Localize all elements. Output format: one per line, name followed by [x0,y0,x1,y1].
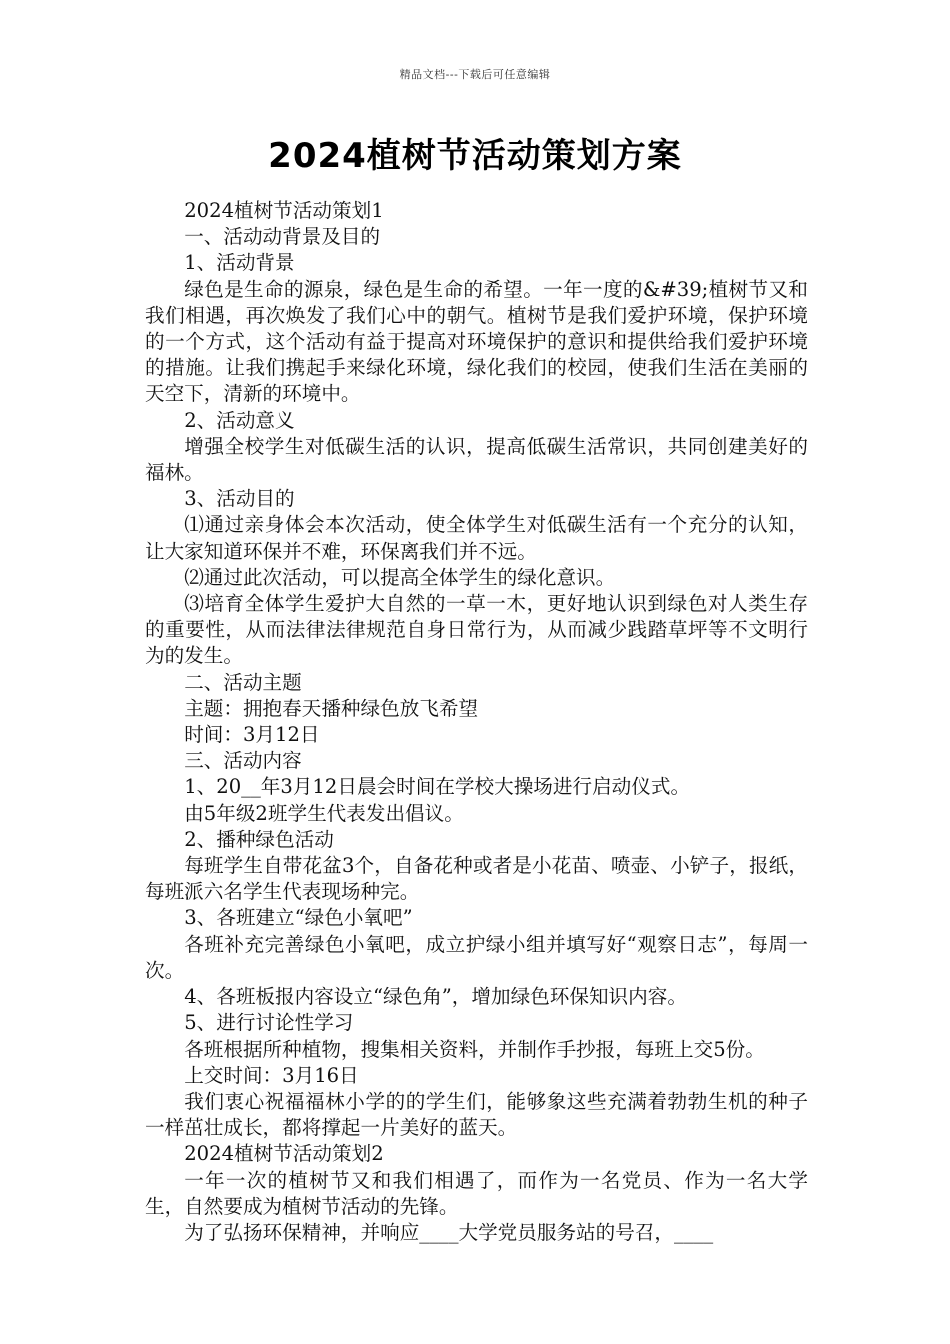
section-heading: 三、活动内容 [184,749,302,773]
subsection-heading: 3、活动目的 [184,487,295,511]
paragraph: 主题：拥抱春天播种绿色放飞希望 [184,696,479,720]
paragraph: 1、20__年3月12日晨会时间在学校大操场进行启动仪式。 [184,775,691,799]
paragraph: 各班根据所种植物，搜集相关资料，并制作手抄报，每班上交5份。 [184,1037,765,1061]
paragraph: 一年一次的植树节又和我们相遇了，而作为一名党员、作为一名大学生，自然要成为植树节活动的先锋。 [145,1168,808,1218]
paragraph: 2024植树节活动策划1 [184,199,384,222]
paragraph: ⑴通过亲身体会本次活动，使全体学生对低碳生活有一个充分的认知，让大家知道环保并不难，环保离我们并不远。 [145,513,808,563]
subsection-heading: 3、各班建立“绿色小氧吧” [184,906,413,930]
paragraph: 由5年级2班学生代表发出倡议。 [184,801,464,825]
subsection-heading: 5、进行讨论性学习 [184,1011,354,1035]
section-heading: 二、活动主题 [184,670,302,694]
section-heading: 一、活动动背景及目的 [184,225,381,249]
paragraph: 绿色是生命的源泉，绿色是生命的希望。一年一度的&#39;植树节又和我们相遇，再次焕发了我们心中的朝气。植树节是我们爱护环境，保护环境的一个方式，这个活动有益于提高对环境保护的意识和提供给我们爱护环境的措施。让我们携起手来绿化环境，绿化我们的校园，使我们生活在美丽的天空下，清新的环境中。 [145,277,808,406]
document-title: 2024植树节活动策划方案 [268,136,682,176]
document-body [145,198,808,1246]
paragraph: 为了弘扬环保精神，并响应____大学党员服务站的号召，____ [184,1220,714,1244]
subsection-heading: 2、播种绿色活动 [184,827,334,851]
subsection-heading: 4、各班板报内容设立“绿色角”，增加绿色环保知识内容。 [184,985,687,1009]
paragraph: 时间：3月12日 [184,723,320,747]
paragraph: ⑵通过此次活动，可以提高全体学生的绿化意识。 [184,565,616,589]
paragraph: ⑶培育全体学生爱护大自然的一草一木，更好地认识到绿色对人类生存的重要性，从而法律法律规范自身日常行为，从而减少践踏草坪等不文明行为的发生。 [145,592,808,668]
header-note: 精品文档---下载后可任意编辑 [399,68,551,81]
paragraph: 2024植树节活动策划2 [184,1142,384,1166]
paragraph: 我们衷心祝福福林小学的的学生们，能够象这些充满着勃勃生机的种子一样茁壮成长，都将撑起一片美好的蓝天。 [145,1089,808,1140]
paragraph: 各班补充完善绿色小氧吧，成立护绿小组并填写好“观察日志”，每周一次。 [145,932,808,982]
subsection-heading: 1、活动背景 [184,251,295,275]
subsection-heading: 2、活动意义 [184,408,295,432]
paragraph: 上交时间：3月16日 [184,1063,359,1087]
paragraph: 增强全校学生对低碳生活的认识，提高低碳生活常识，共同创建美好的福林。 [145,434,808,485]
paragraph: 每班学生自带花盆3个，自备花种或者是小花苗、喷壶、小铲子，报纸，每班派六名学生代表现场种完。 [145,854,808,904]
